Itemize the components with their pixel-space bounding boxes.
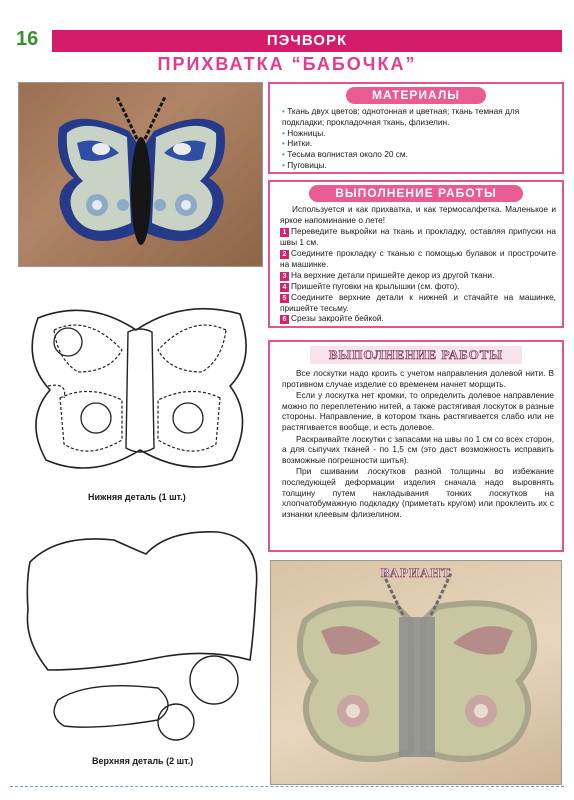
materials-item: • Тесьма волнистая около 20 см. <box>282 149 556 160</box>
tips-body <box>282 368 554 520</box>
step-number: 5 <box>280 294 289 303</box>
project-title: ПРИХВАТКА “БАБОЧКА” <box>157 54 417 74</box>
step-item <box>280 313 556 324</box>
materials-list <box>282 106 556 171</box>
tips-box <box>268 340 564 552</box>
tips-title: ВЫПОЛНЕНИЕ РАБОТЫ <box>310 346 522 364</box>
materials-title: МАТЕРИАЛЫ <box>346 87 486 104</box>
steps-intro: Используется и как прихватка, и как термосалфетка. Маленькое и яркое напоминание о лете! <box>280 204 556 225</box>
step-text: На верхние детали пришейте декор из другой ткани. <box>291 269 495 280</box>
step-item <box>280 270 556 281</box>
page-number: 16 <box>16 28 39 50</box>
materials-box <box>268 82 564 174</box>
variant-title: ВАРИАНТ <box>380 565 452 580</box>
butterfly-potholder-photo <box>18 82 263 267</box>
step-item <box>280 292 556 314</box>
steps-list <box>280 226 556 324</box>
step-item <box>280 226 556 248</box>
steps-title: ВЫПОЛНЕНИЕ РАБОТЫ <box>309 185 522 202</box>
materials-item: • Ткань двух цветов: однотонная и цветная; ткань темная для подкладки; прокладочная ткань, флизелин. <box>282 106 556 128</box>
step-text: Соедините прокладку с тканью с помощью булавок и прострочите на машинке. <box>280 247 556 269</box>
step-item <box>280 281 556 292</box>
lower-part-pattern <box>18 290 263 485</box>
step-number: 3 <box>280 272 289 281</box>
materials-item: • Пуговицы. <box>282 160 556 171</box>
upper-part-caption: Верхняя деталь (2 шт.) <box>92 756 194 766</box>
step-text: Пришейте пуговки на крылышки (см. фото). <box>291 280 460 291</box>
upper-part-pattern <box>18 520 263 752</box>
tips-paragraph: Раскраивайте лоскутки с запасами на швы по 1 см со всех сторон, а для сыпучих тканей - по 1,5 см (это даст возможность исправить возможные погрешности шитья). <box>282 433 554 465</box>
variant-photo-illustration <box>271 561 562 785</box>
step-number: 4 <box>280 283 289 292</box>
tips-paragraph: Если у лоскутка нет кромки, то определить долевое направление можно по переплетению нитей, а также растягивая лоскуток в разные стороны. Направление, в котором ткань растягивается слабо или не растягивается вообще, и есть долевое. <box>282 390 554 432</box>
step-item <box>280 248 556 270</box>
materials-item: • Ножницы. <box>282 128 556 139</box>
steps-box <box>268 180 564 328</box>
step-text: Срезы закройте бейкой. <box>291 313 384 324</box>
tips-paragraph: Все лоскутки надо кроить с учетом направления долевой нити. В противном случае изделие со временем начнет морщить. <box>282 368 554 389</box>
butterfly-photo-illustration <box>19 83 263 267</box>
section-header: ПЭЧВОРК <box>52 30 562 52</box>
tips-paragraph: При сшивании лоскутков разной толщины во избежание последующей деформации изделия сначала надо выровнять толщину путем накладывания тонких лоскутков на хлопчатобумажную подкладку (приметать кругом) или проклеить их с изнанки клеевым флизелином. <box>282 466 554 519</box>
step-number: 6 <box>280 315 289 324</box>
variant-photo <box>270 560 562 785</box>
step-number: 1 <box>280 228 289 237</box>
lower-part-caption: Нижняя деталь (1 шт.) <box>88 492 186 502</box>
materials-item: • Нитки. <box>282 138 556 149</box>
step-text: Соедините верхние детали к нижней и стачайте на машинке, пришейте тесьму. <box>280 291 556 313</box>
footer-divider <box>10 786 564 787</box>
step-text: Переведите выкройки на ткань и прокладку, оставляя припуски на швы 1 см. <box>280 226 556 247</box>
step-number: 2 <box>280 250 289 259</box>
